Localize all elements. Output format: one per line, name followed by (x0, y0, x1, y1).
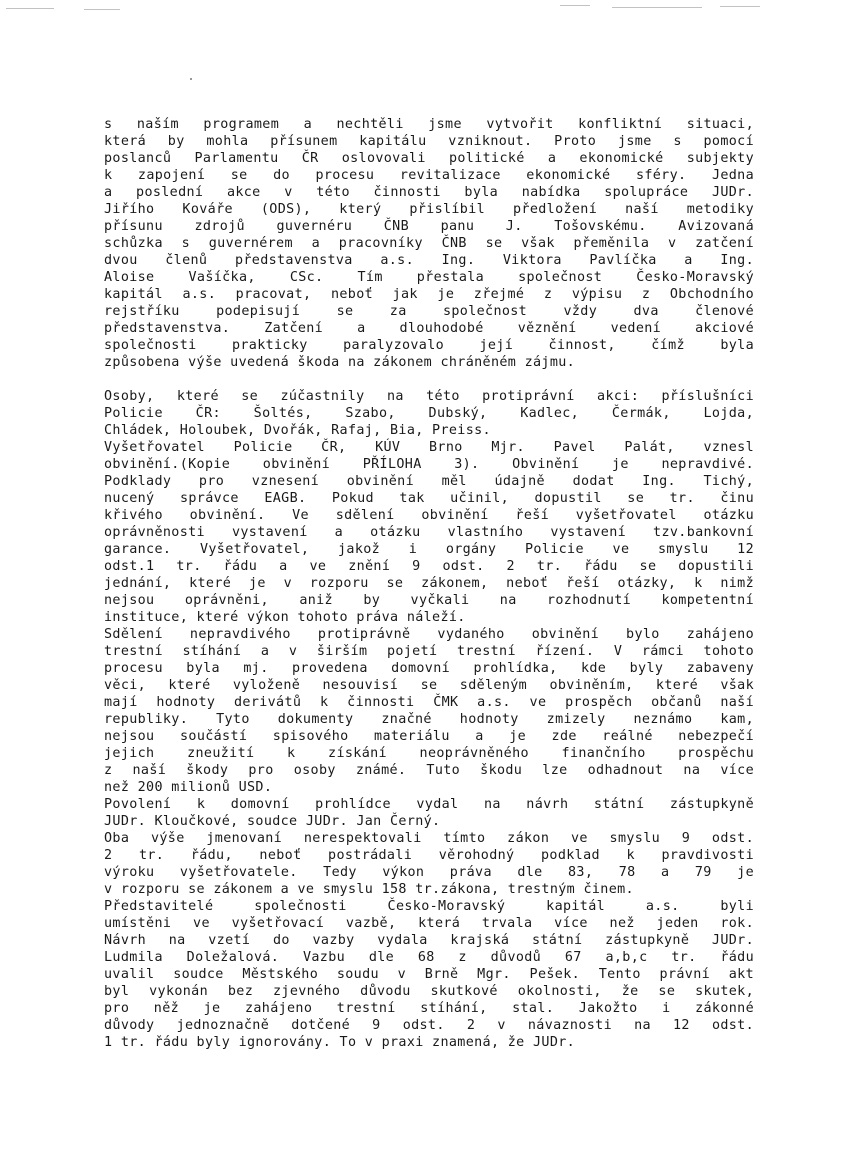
text-line: z naší škody pro osoby známé. Tuto škodu lze odhadnout na více (104, 763, 754, 778)
text-line: představenstva. Zatčení a dlouhodobé věznění vedení akciové (104, 321, 754, 336)
text-line: Aloise Vašíčka, CSc. Tím přestala společnost Česko-Moravský (104, 270, 754, 285)
paragraph (104, 439, 754, 626)
text-line: oprávněnosti vystavení a otázku vlastního vystavení tzv.bankovní (104, 525, 754, 540)
text-line: Chládek, Holoubek, Dvořák, Rafaj, Bia, Preiss. (104, 423, 491, 438)
text-line: garance. Vyšetřovatel, jakož i orgány Policie ve smyslu 12 (104, 542, 754, 557)
text-line: společnosti prakticky paralyzovalo její činnost, čímž byla (104, 338, 754, 353)
text-line: schůzka s guvernérem a pracovníky ČNB se však přeměnila v zatčení (104, 236, 754, 251)
text-line: Jiřího Kováře (ODS), který přislíbil předložení naší metodiky (104, 202, 754, 217)
text-line: dvou členů představenstva a.s. Ing. Viktora Pavlíčka a Ing. (104, 253, 754, 268)
text-line: Ludmila Doležalová. Vazbu dle 68 z důvodů 67 a,b,c tr. řádu (104, 950, 754, 965)
paragraph (104, 830, 754, 898)
text-line: výroku vyšetřovatele. Tedy výkon práva dle 83, 78 a 79 je (104, 865, 754, 880)
text-line: odst.1 tr. řádu a ve znění 9 odst. 2 tr. řádu se dopustili (104, 559, 754, 574)
text-line: nucený správce EAGB. Pokud tak učinil, dopustil se tr. činu (104, 491, 754, 506)
text-line: pro něž je zahájeno trestní stíhání, stal. Jakožto i zákonné (104, 1001, 754, 1016)
text-line: než 200 milionů USD. (104, 780, 273, 795)
text-line: věci, které vyloženě nesouvisí se sděleným obviněním, které však (104, 678, 754, 693)
scan-edge-artifacts (0, 0, 850, 14)
text-line: nejsou oprávněni, aniž by vyčkali na rozhodnutí kompetentní (104, 593, 754, 608)
text-line: přísunu zdrojů guvernéru ČNB panu J. Tošovskému. Avizovaná (104, 219, 754, 234)
text-line: jejich zneužití k získání neoprávněného finančního prospěchu (104, 746, 754, 761)
paragraph (104, 898, 754, 1051)
document-body (104, 116, 754, 1051)
text-line: obvinění.(Kopie obvinění PŘÍLOHA 3). Obvinění je nepravdivé. (104, 457, 754, 472)
text-line: nejsou součástí spisového materiálu a je zde reálné nebezpečí (104, 729, 754, 744)
text-line: trestní stíhání a v širším pojetí trestní řízení. V rámci tohoto (104, 644, 754, 659)
text-line: umístěni ve vyšetřovací vazbě, která trvala více než jeden rok. (104, 916, 754, 931)
text-line: uvalil soudce Městského soudu v Brně Mgr. Pešek. Tento právní akt (104, 967, 754, 982)
text-line: Policie ČR: Šoltés, Szabo, Dubský, Kadlec, Čermák, Lojda, (104, 406, 754, 421)
text-line: byl vykonán bez zjevného důvodu skutkové okolnosti, že se skutek, (104, 984, 754, 999)
text-line: Představitelé společnosti Česko-Moravský kapitál a.s. byli (104, 899, 754, 914)
text-line: instituce, které výkon tohoto práva náleží. (104, 610, 466, 625)
text-line: mají hodnoty derivátů k činnosti ČMK a.s. ve prospěch občanů naší (104, 695, 754, 710)
paragraph (104, 388, 754, 439)
text-line: Podklady pro vznesení obvinění měl údajně dodat Ing. Tichý, (104, 474, 754, 489)
text-line: republiky. Tyto dokumenty značné hodnoty zmizely neznámo kam, (104, 712, 754, 727)
text-line: Sdělení nepravdivého protiprávně vydaného obvinění bylo zahájeno (104, 627, 754, 642)
text-line: Oba výše jmenovaní nerespektovali tímto zákon ve smyslu 9 odst. (104, 831, 754, 846)
text-line: a poslední akce v této činnosti byla nabídka spolupráce JUDr. (104, 185, 754, 200)
text-line: kapitál a.s. pracovat, neboť jak je zřejmé z výpisu z Obchodního (104, 287, 754, 302)
text-line: JUDr. Kloučkové, soudce JUDr. Jan Černý. (104, 814, 441, 829)
text-line: jednání, které je v rozporu se zákonem, neboť řeší otázky, k nimž (104, 576, 754, 591)
text-line: s naším programem a nechtěli jsme vytvořit konfliktní situaci, (104, 117, 754, 132)
text-line: která by mohla přísunem kapitálu vzniknout. Proto jsme s pomocí (104, 134, 754, 149)
text-line: Návrh na vzetí do vazby vydala krajská státní zástupkyně JUDr. (104, 933, 754, 948)
text-line: rejstříku podepisují se za společnost vždy dva členové (104, 304, 754, 319)
text-line: Povolení k domovní prohlídce vydal na návrh státní zástupkyně (104, 797, 754, 812)
text-line: způsobena výše uvedená škoda na zákonem chráněném zájmu. (104, 355, 576, 370)
text-line: Vyšetřovatel Policie ČR, KÚV Brno Mjr. Pavel Palát, vznesl (104, 440, 754, 455)
text-line: křivého obvinění. Ve sdělení obvinění řeší vyšetřovatel otázku (104, 508, 754, 523)
paragraph (104, 796, 754, 830)
text-line: důvody jednoznačně dotčené 9 odst. 2 v návaznosti na 12 odst. (104, 1018, 754, 1033)
text-line: k zapojení se do procesu revitalizace ekonomické sféry. Jedna (104, 168, 754, 183)
paragraph (104, 116, 754, 371)
text-line: Osoby, které se zúčastnily na této protiprávní akci: příslušníci (104, 389, 754, 404)
paragraph (104, 626, 754, 796)
text-line: procesu byla mj. provedena domovní prohlídka, kde byly zabaveny (104, 661, 754, 676)
text-line: 1 tr. řádu byly ignorovány. To v praxi znamená, že JUDr. (104, 1035, 576, 1050)
text-line: poslanců Parlamentu ČR oslovovali politické a ekonomické subjekty (104, 151, 754, 166)
scan-speck (190, 78, 192, 80)
text-line: v rozporu se zákonem a ve smyslu 158 tr.zákona, trestným činem. (104, 882, 634, 897)
text-line: 2 tr. řádu, neboť postrádali věrohodný podklad k pravdivosti (104, 848, 754, 863)
